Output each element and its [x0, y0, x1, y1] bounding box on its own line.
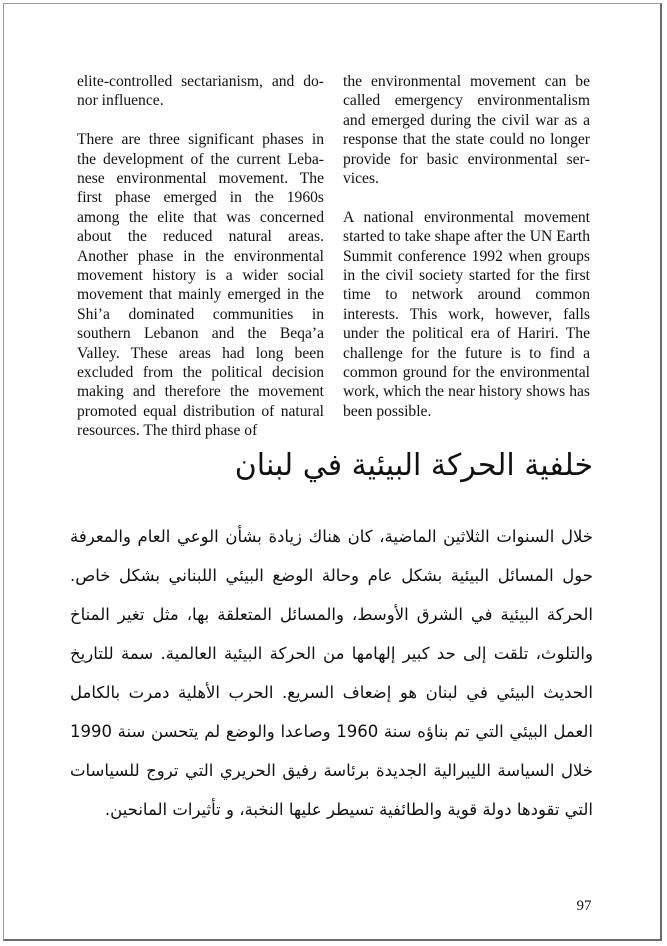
right-paragraph-1: the environmental movement can be called emergency environmentalism and emerged during the civil war as a response that the state could no longer provide for basic environmental services. — [343, 73, 590, 188]
left-paragraph-1: elite-controlled sectarianism, and donor influence. — [77, 73, 324, 110]
right-text-column — [343, 72, 590, 421]
arabic-section-heading: خلفية الحركة البيئية في لبنان — [234, 448, 593, 483]
left-paragraph-2: There are three significant phases in the development of the current Lebanese environmental movement. The first phase emerged in the 1960s among the elite that was concerned about the reduced natural areas. Another phase in the environmental movement history is a wider social movement that mainly emerged in the Shi’a dominated communities in southern Lebanon and the Beqa’a Valley. These areas had long been excluded from the political decision making and therefore the movement promoted equal distribution of natural resources. The third phase of — [77, 131, 324, 440]
page-number: 97 — [576, 898, 592, 914]
left-text-column — [77, 72, 324, 441]
arabic-paragraph: خلال السنوات الثلاثين الماضية، كان هناك زيادة بشأن الوعي العام والمعرفة حول المسائل البيئية بشكل عام وحالة الوضع البيئي اللبناني بشكل خاص. الحركة البيئية في الشرق الأوسط، والمسائل المتعلقة بها، مثل تغير المناخ والتلوث، تلقت إلى حد كبير إلهامها من الحركة البيئية العالمية. سمة للتاريخ الحديث البيئي في لبنان هو إضعاف السريع. الحرب الأهلية دمرت بالكامل العمل البيئي التي تم بناؤه سنة 1960 وصاعدا والوضع لم يتحسن سنة 1990 خلال السياسة الليبرالية الجديدة برئاسة رفيق الحريري التي تروج للسياسات التي تقودها دولة قوية والطائفية تسيطر عليها النخبة، و تأثيرات المانحين. — [70, 527, 593, 819]
right-paragraph-2: A national environmental movement started to take shape after the UN Earth Summit conference 1992 when groups in the civil society started for the first time to network around common interests. This work, however, falls under the political era of Hariri. The challenge for the future is to find a common ground for the environmental work, which the near history shows has been possible. — [343, 208, 590, 420]
arabic-body-text — [70, 517, 593, 829]
